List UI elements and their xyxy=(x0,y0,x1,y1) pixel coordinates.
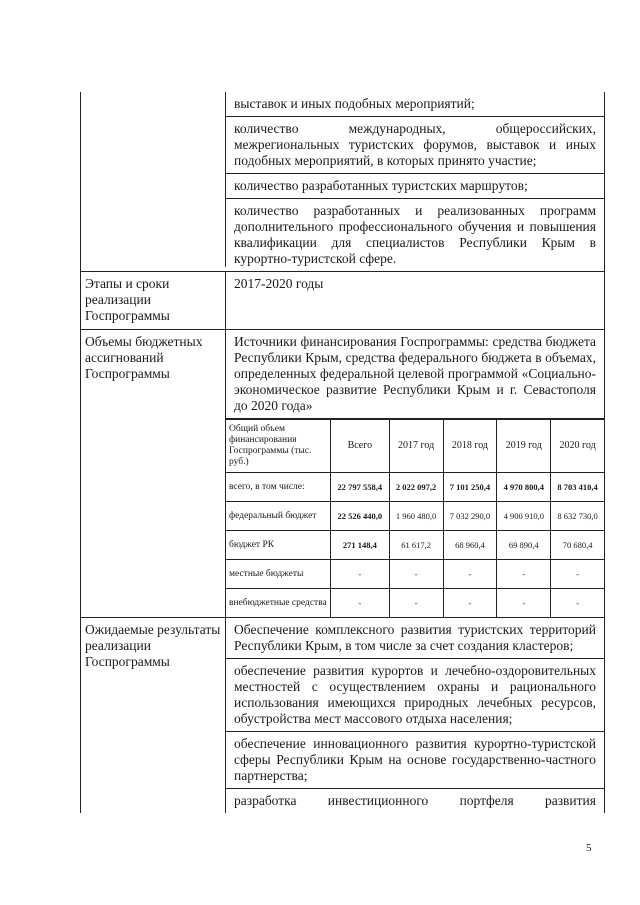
financing-cell: 1 960 480,0 xyxy=(389,502,443,531)
financing-row-label: местные бюджеты xyxy=(226,560,331,589)
financing-cell: 69 890,4 xyxy=(497,531,551,560)
row-budget xyxy=(81,330,604,618)
page-number: 5 xyxy=(586,842,592,854)
row-stages-label: Этапы и сроки реализации Госпрограммы xyxy=(81,272,226,329)
financing-header-cell: Всего xyxy=(331,420,390,473)
financing-row-label: внебюджетные средства xyxy=(226,589,331,618)
financing-cell: 70 680,4 xyxy=(551,531,604,560)
row-targets-content xyxy=(226,92,604,271)
result-paragraph: разработка инвестиционного портфеля развития xyxy=(234,793,596,808)
row-stages xyxy=(81,272,604,330)
financing-cell: 68 960,4 xyxy=(443,531,497,560)
row-targets-label xyxy=(81,92,226,267)
passport-table xyxy=(80,92,605,813)
target-paragraph: количество разработанных и реализованных программ дополнительного профессионального обучения и повышения квалификации для специалистов Республики Крым в курортно-туристской сфере. xyxy=(234,203,596,266)
financing-cell: - xyxy=(331,560,390,589)
row-targets xyxy=(81,92,604,272)
financing-cell: 4 970 800,4 xyxy=(497,473,551,502)
row-stages-content xyxy=(226,272,604,329)
result-paragraph: обеспечение инновационного развития курортно-туристской сферы Республики Крым на основе государственно-частного партнерства; xyxy=(226,732,604,789)
financing-row-label: бюджет РК xyxy=(226,531,331,560)
financing-cell: - xyxy=(497,560,551,589)
financing-cell: 2 022 097,2 xyxy=(389,473,443,502)
financing-header-cell: 2018 год xyxy=(443,420,497,473)
financing-cell: - xyxy=(551,560,604,589)
financing-row xyxy=(226,473,604,502)
stages-value: 2017-2020 годы xyxy=(234,276,324,291)
financing-cell: 22 797 558,4 xyxy=(331,473,390,502)
target-paragraph: количество международных, общероссийских, межрегиональных туристских форумов, выставок и иных подобных мероприятий, в которых принято участие; xyxy=(226,117,604,174)
financing-row xyxy=(226,531,604,560)
financing-header-cell: Общий объем финансирования Госпрограммы (тыс. руб.) xyxy=(226,420,331,473)
row-results xyxy=(81,618,604,813)
financing-cell: 271 148,4 xyxy=(331,531,390,560)
financing-cell: 7 101 250,4 xyxy=(443,473,497,502)
financing-header-cell: 2017 год xyxy=(389,420,443,473)
financing-cell: - xyxy=(331,589,390,618)
target-paragraph: количество разработанных туристских маршрутов; xyxy=(226,174,604,199)
financing-cell: 7 032 290,0 xyxy=(443,502,497,531)
financing-cell: 4 900 910,0 xyxy=(497,502,551,531)
row-results-content xyxy=(226,618,604,813)
row-results-label: Ожидаемые результаты реализации Госпрограммы xyxy=(81,618,226,813)
result-paragraph: Обеспечение комплексного развития туристских территорий Республики Крым, в том числе за счет создания кластеров; xyxy=(226,618,604,659)
financing-row-label: федеральный бюджет xyxy=(226,502,331,531)
financing-header-row xyxy=(226,420,604,473)
financing-cell: - xyxy=(551,589,604,618)
financing-cell: 22 526 440,0 xyxy=(331,502,390,531)
financing-row xyxy=(226,502,604,531)
row-budget-label: Объемы бюджетных ассигнований Госпрограммы xyxy=(81,330,226,617)
financing-cell: - xyxy=(443,560,497,589)
financing-header-cell: 2020 год xyxy=(551,420,604,473)
target-paragraph: выставок и иных подобных мероприятий; xyxy=(226,92,604,117)
financing-row xyxy=(226,560,604,589)
budget-intro: Источники финансирования Госпрограммы: средства бюджета Республики Крым, средства федерального бюджета в объемах, определенных федеральной целевой программой «Социально-экономическое развитие Республики Крым и г. Севастополя до 2020 года» xyxy=(226,330,604,419)
result-paragraph: обеспечение развития курортов и лечебно-оздоровительных местностей с осуществлением охраны и рационального использования имеющихся природных лечебных ресурсов, обустройства мест массового отдыха населения; xyxy=(226,659,604,732)
row-budget-content xyxy=(226,330,604,617)
financing-header-cell: 2019 год xyxy=(497,420,551,473)
financing-cell: - xyxy=(443,589,497,618)
financing-cell: - xyxy=(389,560,443,589)
financing-cell: - xyxy=(389,589,443,618)
financing-cell: 8 632 730,0 xyxy=(551,502,604,531)
financing-row xyxy=(226,589,604,618)
financing-table xyxy=(226,419,604,617)
financing-row-label: всего, в том числе: xyxy=(226,473,331,502)
financing-cell: 8 703 410,4 xyxy=(551,473,604,502)
financing-cell: 61 617,2 xyxy=(389,531,443,560)
financing-cell: - xyxy=(497,589,551,618)
